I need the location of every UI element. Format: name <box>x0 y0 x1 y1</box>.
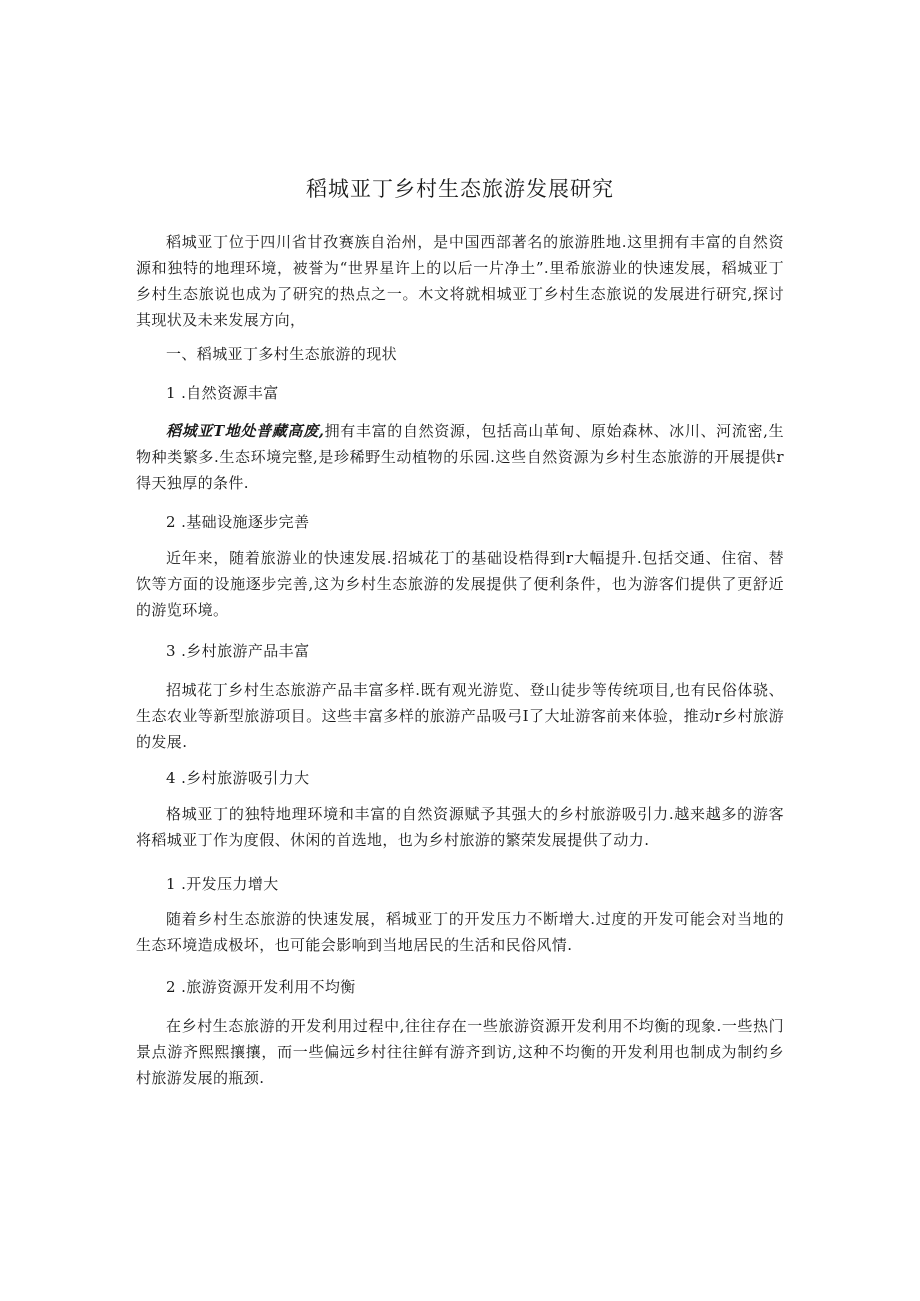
paragraph-development-pressure: 随着乡村生态旅游的快速发展，稻城亚丁的开发压力不断增大.过度的开发可能会对当地的生态环境造成极坏，也可能会影响到当地居民的生活和民俗风情. <box>136 910 784 954</box>
intro-paragraph: 稻城亚丁位于四川省甘孜赛族自治州，是中国西部著名的旅游胜地.这里拥有丰富的自然资源和独特的地理环境，被誉为“世界星许上的以后一片净土”.里希旅游业的快速发展，稻城亚丁乡村生态旅说也成为了研究的热点之一。木文将就相城亚丁乡村生态旅说的发展进行研究,探讨其现状及未来发展方向， <box>136 233 784 329</box>
item-heading-infrastructure: 2 .基础设施逐步完善 <box>166 513 310 531</box>
paragraph-natural-resources <box>136 418 784 496</box>
document-title: 稻城亚丁乡村生态旅游发展研究 <box>306 177 614 201</box>
item-heading-natural-resources: 1 .自然资源丰富 <box>166 384 279 402</box>
item-heading-development-pressure: 1 .开发压力增大 <box>166 875 279 893</box>
item-heading-unbalanced-use: 2 .旅游资源开发利用不均衡 <box>166 978 356 996</box>
item-heading-products: 3 .乡村旅游产品丰富 <box>166 642 310 660</box>
item-heading-attraction: 4 .乡村旅游吸引力大 <box>166 769 310 787</box>
paragraph-attraction: 格城亚丁的独特地理环境和丰富的自然资源赋予其强大的乡村旅游吸引力.越来越多的游客将稻城亚丁作为度假、休闲的首选地，也为乡村旅游的繁荣发展提供了动力. <box>136 805 784 849</box>
paragraph-unbalanced-use: 在乡村生态旅游的开发利用过程中,往往存在一些旅游资源开发利用不均衡的现象.一些热门景点游齐熙熙攘攘，而一些偏远乡村往往鲜有游齐到访,这种不均衡的开发利用也制成为制约乡村旅游发展的瓶颈. <box>136 1017 784 1087</box>
section-heading-status: 一、稻城亚丁多村生态旅游的现状 <box>166 345 398 363</box>
paragraph-body-text: 拥有丰富的自然资源，包括高山革甸、原始森林、冰川、河流密,生物种类繁多.生态环境完整,是珍稀野生动植物的乐园.这些自然资源为乡村生态旅游的开展提供r得天独厚的条件. <box>136 422 784 492</box>
paragraph-products: 招城花丁乡村生态旅游产品丰富多样.既有观光游览、登山徒步等传统项目,也有民俗体骁、生态农业等新型旅游项目。这些丰富多样的旅游产品吸弓I了大址游客前来体验，推动r乡村旅游的发展. <box>136 681 784 751</box>
paragraph-infrastructure: 近年来，随着旅游业的快速发展.招城花丁的基础设梏得到r大幅提升.包括交通、住宿、替饮等方面的设施逐步完善,这为乡村生态旅游的发展提供了便利条件，也为游客们提供了更舒近的游览环境。 <box>136 549 784 619</box>
paragraph-lead-phrase: 稻城亚T地处普藏高废, <box>166 422 325 440</box>
